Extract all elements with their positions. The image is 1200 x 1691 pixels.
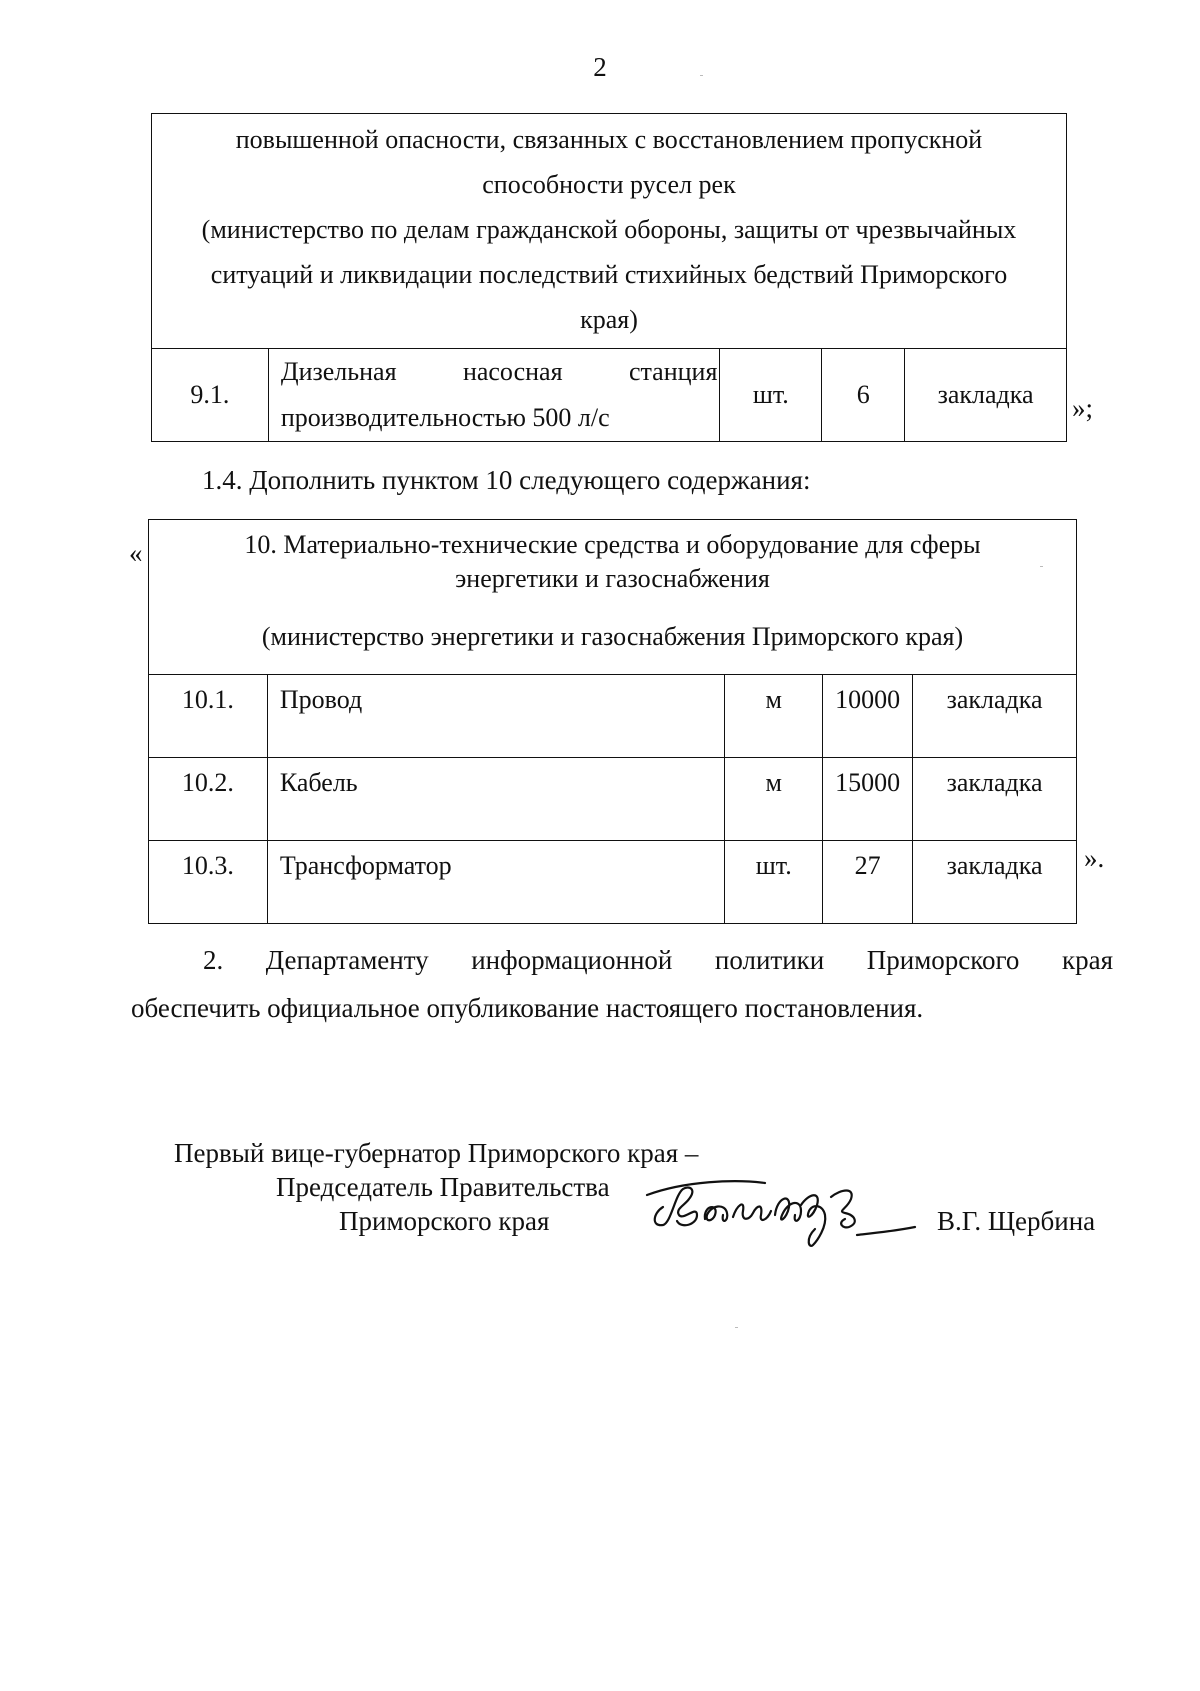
- row-unit: м: [725, 758, 823, 841]
- signatory-title-line: Приморского края: [339, 1206, 550, 1236]
- table-continuation: [151, 113, 1067, 442]
- row-type: закладка: [905, 349, 1067, 442]
- row-type: закладка: [913, 841, 1077, 924]
- row-name: Кабель: [267, 758, 724, 841]
- row-name-line: производительностью 500 л/с: [280, 403, 610, 432]
- row-qty: 15000: [823, 758, 913, 841]
- table-item-10: [148, 519, 1077, 924]
- section-heading-line: (министерство по делам гражданской обороны, защиты от чрезвычайных: [201, 215, 1017, 244]
- closing-quote: ».: [1084, 843, 1105, 873]
- row-name-line: Дизельная насосная станция: [280, 357, 718, 386]
- signatory-title-line: Первый вице-губернатор Приморского края –: [174, 1138, 699, 1168]
- row-name: Провод: [267, 675, 724, 758]
- signatory-name: В.Г. Щербина: [937, 1206, 1096, 1236]
- section-heading-cell: [152, 114, 1067, 349]
- row-unit: шт.: [725, 841, 823, 924]
- row-type: закладка: [913, 675, 1077, 758]
- row-name: [268, 349, 720, 442]
- row-qty: 6: [822, 349, 905, 442]
- section-heading-line: энергетики и газоснабжения: [455, 564, 770, 593]
- paragraph-1-4: 1.4. Дополнить пунктом 10 следующего содержания:: [202, 465, 811, 495]
- scan-speck: [1040, 566, 1043, 567]
- row-number: 10.3.: [149, 841, 268, 924]
- row-type: закладка: [913, 758, 1077, 841]
- table-row: [149, 841, 1077, 924]
- row-qty: 10000: [823, 675, 913, 758]
- table-row: [149, 758, 1077, 841]
- section-heading-cell: [149, 520, 1077, 675]
- row-number: 10.1.: [149, 675, 268, 758]
- opening-quote: «: [129, 538, 143, 568]
- row-name: Трансформатор: [267, 841, 724, 924]
- section-heading-line: способности русел рек: [482, 170, 736, 199]
- ministry-name: (министерство энергетики и газоснабжения Приморского края): [261, 622, 964, 651]
- row-qty: 27: [823, 841, 913, 924]
- paragraph-2-line: 2. Департаменту информационной политики Приморского края: [203, 945, 1113, 975]
- paragraph-2-line: обеспечить официальное опубликование настоящего постановления.: [131, 993, 924, 1023]
- scan-speck: [700, 75, 703, 76]
- closing-quote: »;: [1072, 393, 1094, 423]
- section-heading-line: 10. Материально-технические средства и оборудование для сферы: [244, 530, 981, 559]
- section-heading-line: ситуаций и ликвидации последствий стихийных бедствий Приморского: [210, 260, 1008, 289]
- row-unit: м: [725, 675, 823, 758]
- signatory-title-line: Председатель Правительства: [276, 1172, 610, 1202]
- scan-speck: [735, 1327, 738, 1328]
- handwritten-signature: [645, 1175, 945, 1255]
- table-row: [152, 349, 1067, 442]
- section-heading-line: края): [580, 305, 638, 334]
- table-row: [149, 675, 1077, 758]
- page-number: 2: [593, 52, 607, 82]
- section-heading-line: повышенной опасности, связанных с восстановлением пропускной: [235, 125, 983, 154]
- row-number: 9.1.: [152, 349, 269, 442]
- row-number: 10.2.: [149, 758, 268, 841]
- row-unit: шт.: [720, 349, 822, 442]
